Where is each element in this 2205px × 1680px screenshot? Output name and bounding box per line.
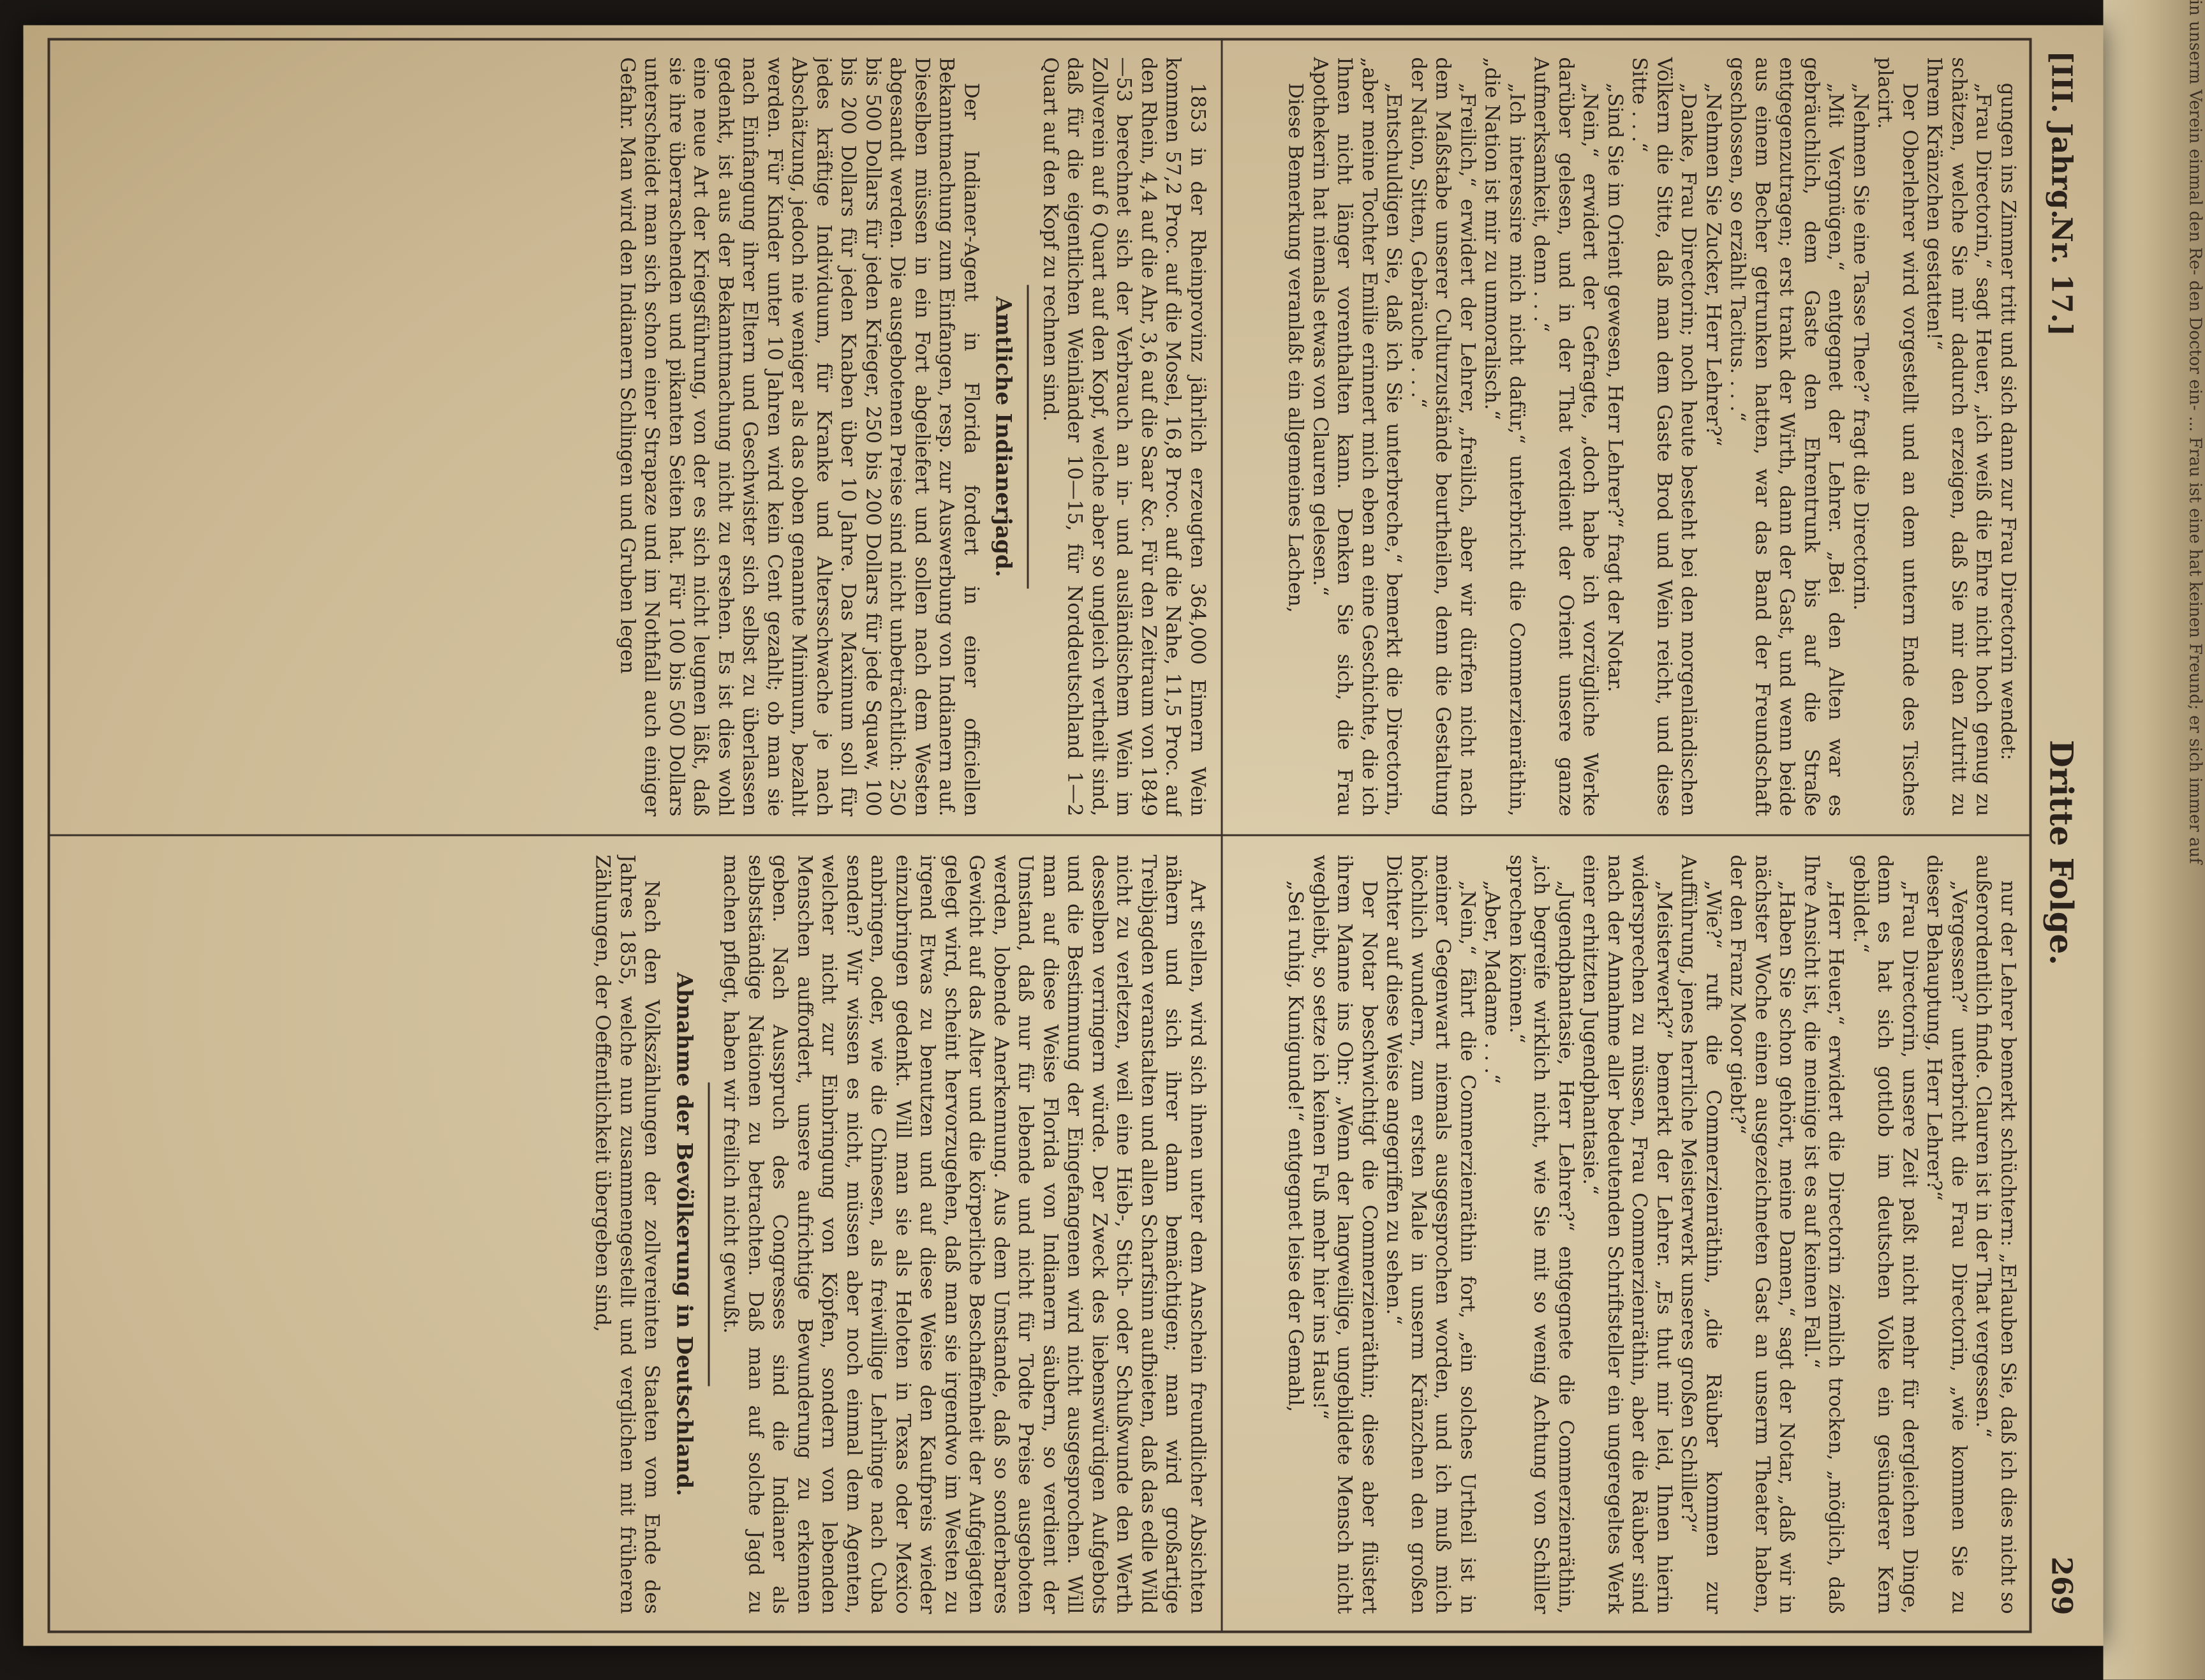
paragraph: „Mit Vergnügen,“ entgegnet der Lehrer. „Bei den Alten war es gebräuchlich, dem Gaste den Ehrentrunk bis auf die Straße entgegenzutragen; erst trank der Wirth, dann der Gast, und wenn beide aus einem Becher getrunken hatten, war das Band der Freundschaft geschlossen, so erzählt Tacitus. . . .“: [1726, 57, 1848, 817]
paragraph: Diese Bemerkung veranlaßt ein allgemeines Lachen,: [1284, 82, 1307, 613]
paragraph: Der Oberlehrer wird vorgestellt und an dem untern Ende des Tisches placirt.: [1873, 57, 1921, 817]
series-label: Dritte Folge.: [2042, 740, 2080, 965]
separator-line: [708, 1083, 709, 1386]
news-column-left: [61, 57, 1210, 817]
issue-number: Nr. 17.]: [2045, 216, 2077, 336]
section-divider: [1221, 38, 1222, 1633]
paragraph: Nach den Volkszählungen der zollvereinten Staaten vom Ende des Jahres 1855, welche nun zusammengestellt und verglichen mit früheren Zählungen, der Oeffentlichkeit übergeben sind,: [591, 854, 664, 1614]
paragraph: „Nein,“ erwidert der Gefragte, „doch habe ich vorzügliche Werke darüber gelesen, und in der That verdient der Orient unsere ganze Aufmerksamkeit, denn . . .“: [1529, 57, 1602, 817]
paragraph: Art stellen, wird sich ihnen unter dem Anschein freundlicher Absichten nähern und sich ihrer dann bemächtigen; man wird großartige Treibjagden veranstalten und allen Scharfsinn aufbieten, daß das edle Wild nicht zu verletzen, weil eine Hieb-, Stich- oder Schußwunde den Werth desselben verringern würde. Der Zweck des liebenswürdigen Aufgebots und die Bestimmung der Eingefangenen wird nicht ausgesprochen. Will man auf diese Weise Florida von Indianern säubern, so verdient der Umstand, daß nur für lebende und nicht für Todte Preise ausgeboten werden, lobende Anerkennung. Aus dem Umstande, daß so sonderbares Gewicht auf das Alter und die körperliche Beschaffenheit der Aufgejagten gelegt wird, scheint hervorzugehen, daß man sie irgendwo im Westen zu irgend Etwas zu benutzen und auf diese Weise den Kaufpreis wieder einzubringen gedenkt. Will man sie als Heloten in Texas oder Mexico anbringen, oder, wie die Chinesen, als freiwillige Lehrlinge nach Cuba senden? Wir wissen es nicht, müssen aber noch einmal dem Agenten, welcher nicht zur Einbringung von Köpfen, sondern von lebenden Menschen auffordert, unsere aufrichtige Bewunderung zu erkennen geben. Nach Ausspruch des Congresses sind die Indianer als selbstständige Nationen zu betrachten. Daß man auf solche Jagd zu machen pflegt, haben wir freilich nicht gewußt.: [719, 854, 1209, 1614]
paragraph: „Vergessen?“ unterbricht die Frau Directorin, „wie kommen Sie zu dieser Behauptung, Herr Lehrer?“: [1922, 854, 1970, 1614]
paragraph: „Frau Directorin, unsere Zeit paßt nicht mehr für dergleichen Dinge, denn es hat sich gottlob im deutschen Volke ein gesünderer Kern gebildet.“: [1849, 854, 1921, 1614]
paragraph: „Meisterwerk?“ bemerkt der Lehrer. „Es thut mir leid, Ihnen hierin widersprechen zu müssen, Frau Commerzienräthin, aber die Räuber sind nach der Annahme aller bedeutenden Schriftsteller ein ungeregeltes Werk einer erhitzten Jugendphantasie.“: [1578, 854, 1675, 1614]
news-column-right: [61, 855, 1210, 1614]
paragraph: „Haben Sie schon gehört, meine Damen,“ sagt der Notar, „daß wir in nächster Woche einen ausgezeichneten Gast an unserm Theater haben, der den Franz Moor giebt?“: [1726, 854, 1799, 1614]
paragraph: „Nehmen Sie eine Tasse Thee?“ fragt die Directorin.: [1849, 82, 1872, 611]
header-rule: [2029, 38, 2031, 1633]
article-heading: Amtliche Indianerjagd.: [990, 296, 1016, 577]
paragraph: Der Indianer-Agent in Florida fordert in einer officiellen Bekanntmachung zum Einfangen, resp. zur Auswerbung von Indianern auf. Dieselben müssen in ein Fort abgeliefert und sollen nach dem Westen abgesandt werden. Die ausgebotenen Preise sind nicht unbeträchtlich: 250 bis 500 Dollars für jeden Krieger, 250 bis 200 Dollars für jede Squaw, 100 bis 200 Dollars für jeden Knaben über 10 Jahre. Das Maximum soll für jedes kräftige Individuum, für Kranke und Altersschwache je nach Abschätzung, jedoch nie weniger als das oben genannte Minimum, bezahlt werden. Für Kinder unter 10 Jahren wird kein Cent gezahlt; ob man sie nach Einfangung ihrer Eltern und Geschwister sich selbst zu überlassen gedenkt, ist aus der Bekanntmachung nicht zu ersehen. Es ist dies wohl eine neue Art der Kriegsführung, von der es sich nicht leugnen läßt, daß sie ihre überraschenden und pikanten Seiten hat. Für 100 bis 500 Dollars unterscheidet man sich schon einer Strapaze und im Nothfall auch einiger Gefahr. Man wird den Indianern Schlingen und Gruben legen: [616, 57, 983, 817]
page-number: 269: [2045, 1556, 2077, 1616]
paragraph: „Freilich,“ erwidert der Lehrer, „freilich, aber wir dürfen nicht nach dem Maßstabe unserer Culturzustände beurtheilen, denn die Gestaltung der Nation, Sitten, Gebräuche . . .“: [1407, 57, 1479, 817]
paragraph: „Wie?“ ruft die Commerzienräthin, „die Räuber kommen zur Aufführung, jenes herrliche Meisterwerk unseres großen Schiller?“: [1677, 854, 1725, 1614]
paragraph: „Sind Sie im Orient gewesen, Herr Lehrer?“ fragt der Notar.: [1603, 82, 1626, 692]
article-heading: Abnahme der Bevölkerung in Deutschland.: [671, 972, 697, 1496]
paragraph: „Herr Heuer,“ erwidert die Directorin ziemlich trocken, „möglich, daß Ihre Ansicht ist, die meinige ist es auf keinen Fall.“: [1800, 854, 1848, 1614]
paragraph: „Danke, Frau Directorin; noch heute besteht bei den morgenländischen Völkern die Sitte, daß man dem Gaste Brod und Wein reicht, und diese Sitte . . .“: [1628, 57, 1700, 817]
paragraph: „Entschuldigen Sie, daß ich Sie unterbreche,“ bemerkt die Directorin, „aber meine Tochter Emilie erinnert mich eben an eine Geschichte, die ich Ihnen nicht länger vorenthalten kann. Denken Sie sich, die Frau Apothekerin hat niemals etwas von Clauren gelesen.“: [1309, 57, 1406, 817]
paragraph: gungen ins Zimmer tritt und sich dann zur Frau Directorin wendet:: [1996, 82, 2019, 761]
paragraph: „Aber, Madame . . .“: [1480, 880, 1504, 1084]
wine-statistics-paragraph: 1853 in der Rheinprovinz jährlich erzeugten 364,000 Eimern Wein kommen 57,2 Proc. auf die Mosel, 16,8 Proc. auf die Nahe, 11,5 Proc. auf den Rhein, 4,4 auf die Ahr, 3,6 auf die Saar &c. Für den Zeitraum von 1849—53 berechnet sich der Verbrauch an in- und ausländischem Wein im Zollverein auf 6 Quart auf den Kopf, welche aber so ungleich vertheilt sind, daß für die eigentlichen Weinländer 10—15, für Norddeutschland 1—2 Quart auf den Kopf zu rechnen sind.: [1039, 57, 1209, 817]
volume-label: [III. Jahrg.: [2045, 50, 2077, 219]
paragraph: nur der Lehrer bemerkt schüchtern: „Erlauben Sie, daß ich dies nicht so außerordentlich finde. Clauren ist in der That vergessen.“: [1971, 854, 2019, 1614]
separator-line: [1027, 285, 1029, 589]
previous-page-text: in unserm Verein einmal den Re- den Doctor ein- ... Frau ist eine hat keinen Freund; er sich immer auf: [2185, 0, 2204, 864]
newspaper-page: [23, 26, 2103, 1646]
paragraph: „Nehmen Sie Zucker, Herr Lehrer?“: [1702, 82, 1725, 447]
paragraph: „Frau Directorin,“ sagt Heuer, „ich weiß die Ehre nicht hoch genug zu schätzen, welche Sie mir dadurch erzeigen, daß Sie mir den Zutritt zu Ihrem Kränzchen gestatten!“: [1922, 57, 1995, 817]
previous-page-edge: [2116, 0, 2205, 1680]
outer-frame-left: [47, 38, 2031, 41]
paragraph: „Nein,“ fährt die Commerzienräthin fort, „ein solches Urtheil ist in meiner Gegenwart niemals ausgesprochen worden, und ich muß mich höchlich wundern, zum ersten Male in unserm Kränzchen den großen Dichter auf diese Weise angegriffen zu sehen.“: [1382, 854, 1479, 1614]
paragraph: „Sei ruhig, Kunigunde!“ entgegnet leise der Gemahl,: [1284, 880, 1307, 1413]
outer-frame-right: [47, 1631, 2031, 1633]
paragraph: „Ich interessire mich nicht dafür,“ unterbricht die Commerzienräthin, „die Nation ist mir zu unmoralisch.“: [1480, 57, 1528, 817]
story-column-right: [1229, 855, 2020, 1614]
story-column-left: [1229, 57, 2020, 817]
outer-frame-bottom: [47, 38, 50, 1633]
column-divider: [50, 835, 2029, 836]
paragraph: „Jugendphantasie, Herr Lehrer?“ entgegnete die Commerzienräthin, „ich begreife wirklich nicht, wie Sie mit so wenig Achtung von Schiller sprechen können.“: [1505, 854, 1577, 1614]
paragraph: Der Notar beschwichtigt die Commerzienräthin; diese aber flüstert ihrem Manne ins Ohr: „Wenn der langweilige, ungebildete Mensch nicht wegbleibt, so setze ich keinen Fuß mehr hier ins Haus!“: [1309, 854, 1381, 1614]
